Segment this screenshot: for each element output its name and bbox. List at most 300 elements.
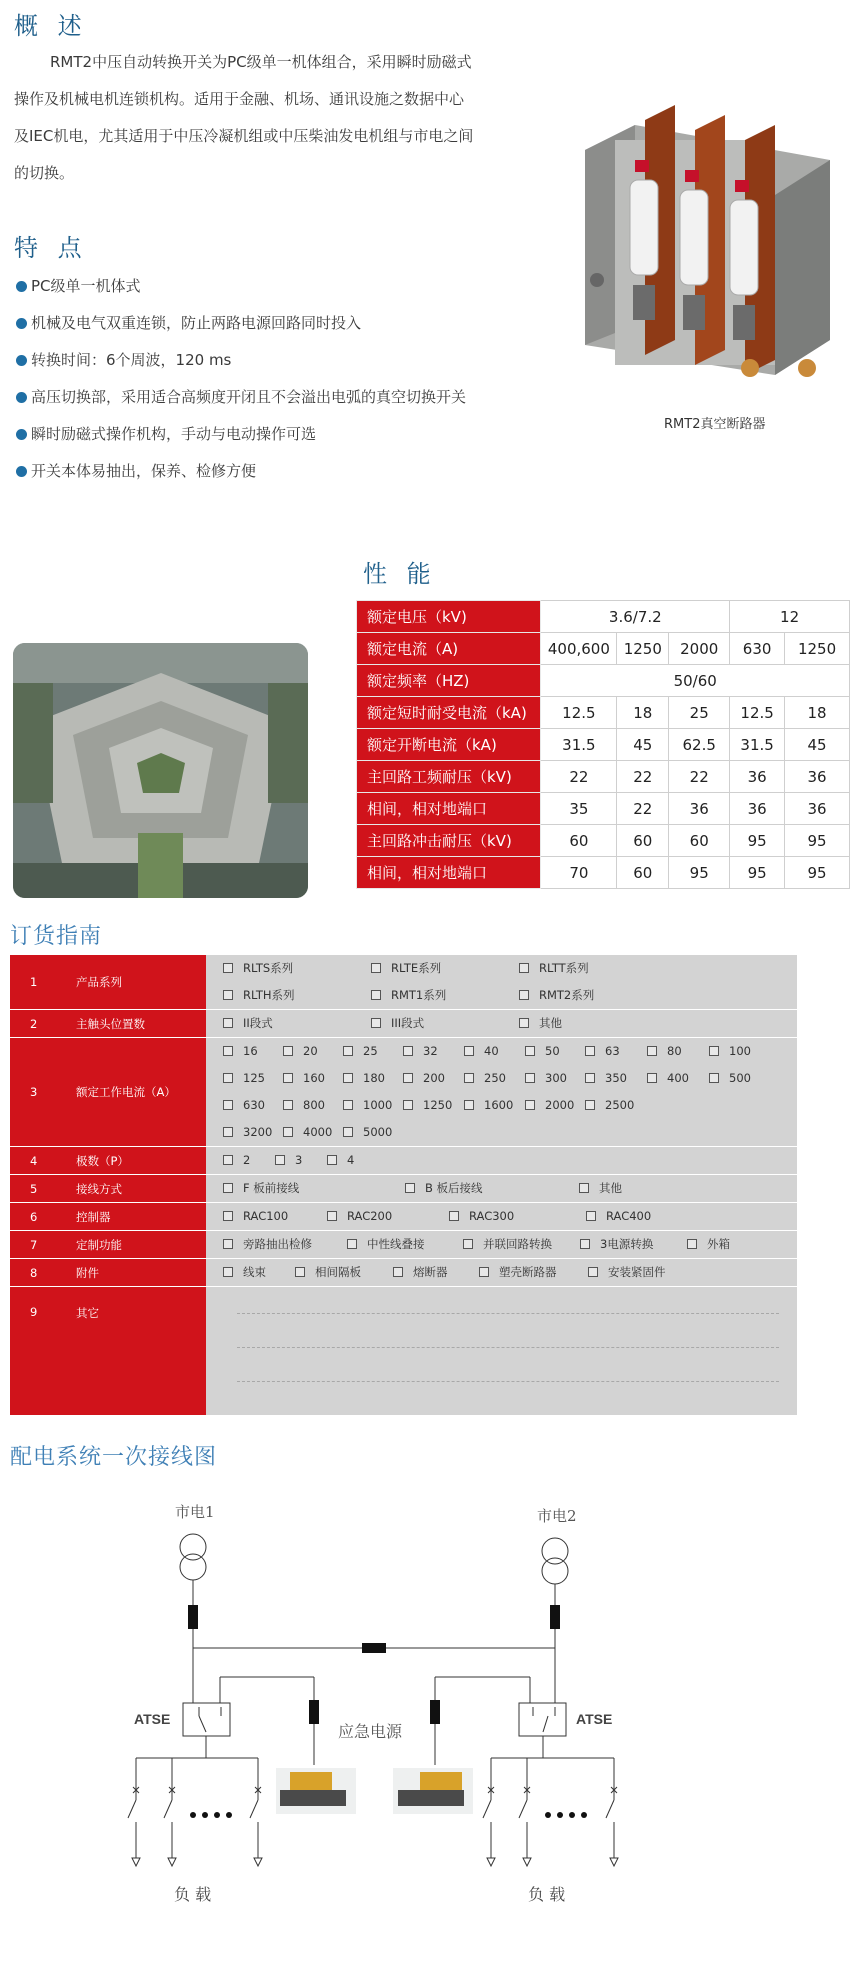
option-item[interactable] (223, 1259, 266, 1286)
option-label: 125 (243, 1071, 265, 1085)
option-item[interactable] (519, 955, 589, 982)
ordering-row-number: 1 (10, 955, 70, 1010)
performance-cell: 22 (541, 761, 617, 793)
features-list (16, 268, 466, 490)
performance-cell: 12.5 (730, 697, 785, 729)
ordering-row-number: 5 (10, 1175, 70, 1203)
option-item[interactable] (343, 1119, 392, 1146)
feature-item: 转换时间：6个周波，120 ms (16, 342, 466, 379)
performance-row-label: 额定短时耐受电流（kA) (357, 697, 541, 729)
checkbox-icon[interactable] (223, 963, 233, 973)
checkbox-icon[interactable] (464, 1100, 474, 1110)
performance-row-label: 相间，相对地端口 (357, 793, 541, 825)
option-line (223, 1231, 797, 1258)
option-item[interactable] (223, 1147, 250, 1174)
performance-cell: 95 (669, 857, 730, 889)
performance-row (357, 729, 850, 761)
performance-cell: 62.5 (669, 729, 730, 761)
option-label: 250 (484, 1071, 506, 1085)
performance-cell: 400,600 (541, 633, 617, 665)
option-item[interactable] (464, 1038, 499, 1065)
option-item[interactable] (525, 1065, 567, 1092)
performance-row-label: 额定电流（A) (357, 633, 541, 665)
performance-cell: 12 (730, 601, 850, 633)
option-label: 安装紧固件 (608, 1265, 666, 1279)
option-item[interactable] (525, 1092, 574, 1119)
ordering-row-name: 极数（P） (70, 1147, 206, 1175)
generator-icon (276, 1768, 356, 1814)
option-item[interactable] (519, 1010, 562, 1037)
mains2-label: 市电2 (537, 1507, 577, 1525)
performance-row (357, 633, 850, 665)
option-label: RLTT系列 (539, 961, 589, 975)
performance-heading: 性 能 (363, 560, 437, 588)
option-item[interactable] (223, 955, 293, 982)
checkbox-icon[interactable] (709, 1073, 719, 1083)
option-label: 3200 (243, 1125, 273, 1139)
option-line (223, 1203, 797, 1230)
option-item[interactable] (371, 982, 446, 1009)
checkbox-icon[interactable] (403, 1100, 413, 1110)
performance-row (357, 665, 850, 697)
feature-item: PC级单一机体式 (16, 268, 466, 305)
option-item[interactable] (647, 1038, 682, 1065)
option-label: 2000 (545, 1098, 575, 1112)
ordering-row (10, 1259, 797, 1287)
checkbox-icon[interactable] (343, 1046, 353, 1056)
checkbox-icon[interactable] (464, 1073, 474, 1083)
checkbox-icon[interactable] (405, 1183, 415, 1193)
ordering-row-name: 主触头位置数 (70, 1010, 206, 1038)
option-label: 中性线叠接 (367, 1237, 425, 1251)
checkbox-icon[interactable] (275, 1155, 285, 1165)
option-label: 旁路抽出检修 (243, 1237, 312, 1251)
ordering-options (206, 1175, 797, 1203)
option-label: 塑壳断路器 (499, 1265, 557, 1279)
option-label: 100 (729, 1044, 751, 1058)
checkbox-icon[interactable] (223, 1046, 233, 1056)
performance-cell: 3.6/7.2 (541, 601, 730, 633)
option-item[interactable] (327, 1147, 354, 1174)
option-line (223, 955, 797, 982)
checkbox-icon[interactable] (519, 990, 529, 1000)
option-item[interactable] (223, 1010, 273, 1037)
ordering-row (10, 1175, 797, 1203)
option-item[interactable] (283, 1092, 325, 1119)
option-label: RMT1系列 (391, 988, 447, 1002)
option-line (223, 1038, 797, 1065)
option-label: 180 (363, 1071, 385, 1085)
checkbox-icon[interactable] (223, 1211, 233, 1221)
option-label: RLTH系列 (243, 988, 295, 1002)
checkbox-icon[interactable] (585, 1100, 595, 1110)
option-item[interactable] (283, 1065, 325, 1092)
option-label: RLTS系列 (243, 961, 294, 975)
option-label: 其他 (539, 1016, 562, 1030)
performance-cell: 31.5 (541, 729, 617, 761)
load-label-right: 负 载 (528, 1885, 566, 1904)
performance-cell: 18 (785, 697, 850, 729)
checkbox-icon[interactable] (347, 1239, 357, 1249)
option-label: 3 (295, 1153, 303, 1167)
performance-cell: 95 (730, 825, 785, 857)
option-item[interactable] (585, 1092, 634, 1119)
checkbox-icon[interactable] (223, 1127, 233, 1137)
checkbox-icon[interactable] (519, 963, 529, 973)
performance-cell: 22 (617, 793, 669, 825)
ordering-options (206, 1231, 797, 1259)
ordering-options (206, 1203, 797, 1231)
checkbox-icon[interactable] (588, 1267, 598, 1277)
checkbox-icon[interactable] (283, 1100, 293, 1110)
checkbox-icon[interactable] (223, 1183, 233, 1193)
building-photo (13, 643, 308, 898)
performance-cell: 36 (785, 761, 850, 793)
checkbox-icon[interactable] (525, 1073, 535, 1083)
performance-table (356, 600, 850, 889)
overview-line: 及IEC机电，尤其适用于中压冷凝机组或中压柴油发电机组与市电之间 (14, 127, 474, 145)
load-label-left: 负 载 (174, 1885, 212, 1904)
option-item[interactable] (283, 1119, 332, 1146)
option-item[interactable] (463, 1231, 552, 1258)
option-label: 400 (667, 1071, 689, 1085)
option-label: 800 (303, 1098, 325, 1112)
checkbox-icon[interactable] (223, 1155, 233, 1165)
checkbox-icon[interactable] (327, 1155, 337, 1165)
performance-row (357, 601, 850, 633)
checkbox-icon[interactable] (327, 1211, 337, 1221)
checkbox-icon[interactable] (371, 963, 381, 973)
notes-line[interactable] (237, 1347, 779, 1381)
ordering-options (206, 1038, 797, 1147)
option-label: 500 (729, 1071, 751, 1085)
option-label: 200 (423, 1071, 445, 1085)
checkbox-icon[interactable] (585, 1046, 595, 1056)
performance-cell: 95 (785, 825, 850, 857)
performance-row-label: 额定频率（HZ) (357, 665, 541, 697)
option-label: 80 (667, 1044, 682, 1058)
bullet-icon (16, 318, 27, 329)
option-line (223, 1065, 797, 1092)
option-label: RMT2系列 (539, 988, 595, 1002)
option-item[interactable] (343, 1065, 385, 1092)
ordering-row-number: 4 (10, 1147, 70, 1175)
performance-row (357, 825, 850, 857)
option-label: 16 (243, 1044, 258, 1058)
feature-item: 高压切换部，采用适合高频度开闭且不会溢出电弧的真空切换开关 (16, 379, 466, 416)
option-label: 40 (484, 1044, 499, 1058)
checkbox-icon[interactable] (647, 1046, 657, 1056)
product-caption: RMT2真空断路器 (664, 417, 766, 432)
ordering-row-name: 接线方式 (70, 1175, 206, 1203)
emergency-power-label: 应急电源 (338, 1722, 403, 1741)
performance-cell: 36 (785, 793, 850, 825)
option-label: F 板前接线 (243, 1181, 300, 1195)
option-item[interactable] (223, 1231, 312, 1258)
checkbox-icon[interactable] (687, 1239, 697, 1249)
performance-cell: 60 (617, 857, 669, 889)
option-item[interactable] (580, 1231, 653, 1258)
checkbox-icon[interactable] (525, 1046, 535, 1056)
checkbox-icon[interactable] (449, 1211, 459, 1221)
option-item[interactable] (585, 1065, 627, 1092)
ordering-row (10, 1203, 797, 1231)
performance-cell: 45 (785, 729, 850, 761)
performance-cell: 50/60 (541, 665, 850, 697)
option-item[interactable] (403, 1092, 452, 1119)
option-item[interactable] (223, 1119, 272, 1146)
option-item[interactable] (371, 1010, 424, 1037)
option-label: 熔断器 (413, 1265, 448, 1279)
performance-cell: 22 (669, 761, 730, 793)
bullet-icon (16, 466, 27, 477)
option-label: 2500 (605, 1098, 635, 1112)
performance-cell: 630 (730, 633, 785, 665)
option-label: 50 (545, 1044, 560, 1058)
mains1-label: 市电1 (175, 1503, 215, 1521)
ordering-row-number: 6 (10, 1203, 70, 1231)
performance-cell: 45 (617, 729, 669, 761)
overview-line: 操作及机械电机连锁机构。适用于金融、机场、通讯设施之数据中心 (14, 90, 465, 108)
option-line (223, 1010, 797, 1037)
checkbox-icon[interactable] (585, 1073, 595, 1083)
option-item[interactable] (585, 1038, 620, 1065)
option-label: 2 (243, 1153, 251, 1167)
ordering-options (206, 955, 797, 1010)
performance-cell: 31.5 (730, 729, 785, 761)
ordering-heading: 订货指南 (10, 924, 103, 949)
atse-label-left: ATSE (134, 1711, 171, 1727)
performance-cell: 60 (541, 825, 617, 857)
checkbox-icon[interactable] (525, 1100, 535, 1110)
overview-heading: 概 述 (14, 12, 88, 40)
checkbox-icon[interactable] (283, 1073, 293, 1083)
overview-line: 的切换。 (14, 164, 75, 182)
option-label: 线束 (243, 1265, 266, 1279)
atse-label-right: ATSE (576, 1711, 613, 1727)
performance-row-label: 额定开断电流（kA) (357, 729, 541, 761)
option-label: 1000 (363, 1098, 393, 1112)
option-label: RAC300 (469, 1209, 515, 1223)
performance-row (357, 857, 850, 889)
checkbox-icon[interactable] (223, 1239, 233, 1249)
notes-line[interactable] (237, 1313, 779, 1347)
option-item[interactable] (403, 1038, 438, 1065)
option-item[interactable] (223, 982, 295, 1009)
ordering-row-name: 附件 (70, 1259, 206, 1287)
option-item[interactable] (525, 1038, 560, 1065)
ordering-row-name: 控制器 (70, 1203, 206, 1231)
ordering-row (10, 1038, 797, 1147)
option-item[interactable] (223, 1038, 258, 1065)
checkbox-icon[interactable] (393, 1267, 403, 1277)
ordering-options (206, 1147, 797, 1175)
option-label: RAC400 (606, 1209, 652, 1223)
performance-cell: 95 (785, 857, 850, 889)
option-item[interactable] (586, 1203, 651, 1230)
option-label: 1600 (484, 1098, 514, 1112)
option-item[interactable] (464, 1092, 513, 1119)
option-label: RAC200 (347, 1209, 393, 1223)
option-item[interactable] (223, 1092, 265, 1119)
ordering-row-number: 2 (10, 1010, 70, 1038)
ordering-row-number: 8 (10, 1259, 70, 1287)
option-label: 350 (605, 1071, 627, 1085)
performance-cell: 70 (541, 857, 617, 889)
option-item[interactable] (647, 1065, 689, 1092)
option-item[interactable] (343, 1038, 378, 1065)
performance-row-label: 相间，相对地端口 (357, 857, 541, 889)
checkbox-icon[interactable] (463, 1239, 473, 1249)
option-line (223, 1175, 797, 1202)
option-item[interactable] (223, 1203, 288, 1230)
performance-row (357, 761, 850, 793)
option-label: 20 (303, 1044, 318, 1058)
notes-line[interactable] (237, 1381, 779, 1415)
option-label: II段式 (243, 1016, 273, 1030)
performance-cell: 36 (730, 793, 785, 825)
checkbox-icon[interactable] (647, 1073, 657, 1083)
option-label: III段式 (391, 1016, 425, 1030)
option-item[interactable] (347, 1231, 425, 1258)
option-label: 4000 (303, 1125, 333, 1139)
overview-line: RMT2中压自动转换开关为PC级单一机体组合，采用瞬时励磁式 (50, 53, 472, 71)
checkbox-icon[interactable] (343, 1100, 353, 1110)
option-item[interactable] (405, 1175, 483, 1202)
option-label: 并联回路转换 (483, 1237, 552, 1251)
option-label: 3电源转换 (600, 1237, 654, 1251)
checkbox-icon[interactable] (580, 1239, 590, 1249)
ordering-table (10, 955, 797, 1416)
bullet-icon (16, 355, 27, 366)
checkbox-icon[interactable] (586, 1211, 596, 1221)
checkbox-icon[interactable] (223, 1267, 233, 1277)
option-item[interactable] (709, 1065, 751, 1092)
checkbox-icon[interactable] (283, 1046, 293, 1056)
option-label: RLTE系列 (391, 961, 442, 975)
checkbox-icon[interactable] (223, 1018, 233, 1028)
performance-cell: 36 (730, 761, 785, 793)
option-line (223, 1259, 797, 1286)
performance-cell: 35 (541, 793, 617, 825)
option-item[interactable] (464, 1065, 506, 1092)
option-label: 300 (545, 1071, 567, 1085)
ordering-row (10, 1147, 797, 1175)
ordering-options (206, 1010, 797, 1038)
performance-row (357, 793, 850, 825)
option-label: 1250 (423, 1098, 453, 1112)
performance-cell: 18 (617, 697, 669, 729)
checkbox-icon[interactable] (709, 1046, 719, 1056)
checkbox-icon[interactable] (343, 1073, 353, 1083)
performance-cell: 1250 (617, 633, 669, 665)
ordering-options (206, 1259, 797, 1287)
checkbox-icon[interactable] (295, 1267, 305, 1277)
feature-item: 开关本体易抽出，保养、检修方便 (16, 453, 466, 490)
option-line (223, 1147, 797, 1174)
features-heading: 特 点 (14, 234, 88, 262)
checkbox-icon[interactable] (223, 990, 233, 1000)
performance-cell: 60 (617, 825, 669, 857)
option-label: 25 (363, 1044, 378, 1058)
generator-icon (393, 1768, 473, 1814)
ordering-row-name: 产品系列 (70, 955, 206, 1010)
performance-cell: 22 (617, 761, 669, 793)
option-label: 其他 (599, 1181, 622, 1195)
bullet-icon (16, 429, 27, 440)
option-item[interactable] (709, 1038, 751, 1065)
option-label: RAC100 (243, 1209, 289, 1223)
option-item[interactable] (579, 1175, 622, 1202)
option-item[interactable] (295, 1259, 361, 1286)
option-item[interactable] (223, 1065, 265, 1092)
overview-paragraph (14, 44, 534, 192)
option-item[interactable] (687, 1231, 730, 1258)
checkbox-icon[interactable] (223, 1100, 233, 1110)
option-item[interactable] (519, 982, 594, 1009)
option-label: B 板后接线 (425, 1181, 483, 1195)
ordering-row-name: 定制功能 (70, 1231, 206, 1259)
diagram-heading: 配电系统一次接线图 (10, 1445, 218, 1470)
option-label: 160 (303, 1071, 325, 1085)
ordering-row (10, 1010, 797, 1038)
option-item[interactable] (588, 1259, 666, 1286)
ordering-row (10, 1231, 797, 1259)
performance-cell: 25 (669, 697, 730, 729)
option-label: 外箱 (707, 1237, 730, 1251)
option-line (223, 1092, 797, 1119)
option-item[interactable] (403, 1065, 445, 1092)
option-label: 4 (347, 1153, 355, 1167)
checkbox-icon[interactable] (343, 1127, 353, 1137)
option-item[interactable] (449, 1203, 514, 1230)
checkbox-icon[interactable] (283, 1127, 293, 1137)
performance-row (357, 697, 850, 729)
option-line (223, 982, 797, 1009)
ordering-row-number: 7 (10, 1231, 70, 1259)
ordering-row (10, 1287, 797, 1416)
ordering-row-number: 9 (10, 1287, 70, 1416)
option-item[interactable] (223, 1175, 299, 1202)
ordering-row (10, 955, 797, 1010)
performance-cell: 95 (730, 857, 785, 889)
option-item[interactable] (327, 1203, 392, 1230)
option-label: 32 (423, 1044, 438, 1058)
checkbox-icon[interactable] (223, 1073, 233, 1083)
option-label: 相间隔板 (315, 1265, 361, 1279)
option-item[interactable] (275, 1147, 302, 1174)
option-line (223, 1119, 797, 1146)
checkbox-icon[interactable] (371, 1018, 381, 1028)
option-item[interactable] (283, 1038, 318, 1065)
checkbox-icon[interactable] (519, 1018, 529, 1028)
option-item[interactable] (371, 955, 441, 982)
checkbox-icon[interactable] (371, 990, 381, 1000)
checkbox-icon[interactable] (579, 1183, 589, 1193)
feature-item: 瞬时励磁式操作机构，手动与电动操作可选 (16, 416, 466, 453)
checkbox-icon[interactable] (403, 1073, 413, 1083)
checkbox-icon[interactable] (464, 1046, 474, 1056)
checkbox-icon[interactable] (403, 1046, 413, 1056)
option-item[interactable] (479, 1259, 557, 1286)
option-label: 630 (243, 1098, 265, 1112)
checkbox-icon[interactable] (479, 1267, 489, 1277)
breaker-product-image (575, 100, 845, 395)
option-item[interactable] (393, 1259, 448, 1286)
ordering-row-number: 3 (10, 1038, 70, 1147)
option-label: 63 (605, 1044, 620, 1058)
option-item[interactable] (343, 1092, 392, 1119)
